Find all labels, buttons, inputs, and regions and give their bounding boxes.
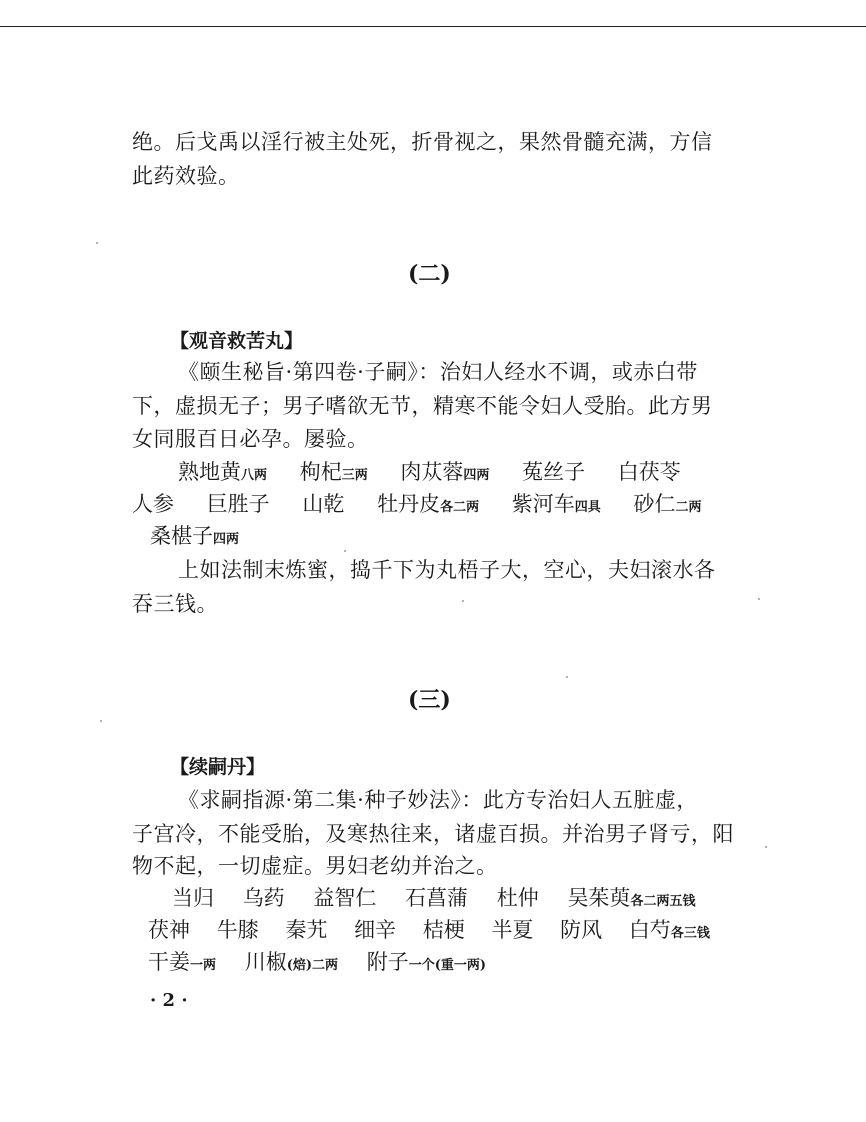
- herb-name: 秦艽: [285, 918, 328, 942]
- herb-list-row: [178, 458, 681, 490]
- herb-name: 人参: [132, 492, 174, 516]
- herb-name: 当归: [172, 886, 214, 910]
- herb-name: 肉苁蓉: [400, 460, 464, 484]
- herb-list-row: [148, 948, 486, 980]
- herb-name: 菟丝子: [522, 460, 586, 484]
- body-text-line: 《颐生秘旨·第四卷·子嗣》：治妇人经水不调，或赤白带: [178, 360, 698, 384]
- herb-list-row: [132, 490, 701, 522]
- herb-item: [313, 884, 376, 916]
- section-heading: (三): [408, 687, 451, 713]
- herb-item: [150, 522, 239, 554]
- herb-item: [178, 458, 267, 490]
- herb-dose: 四两: [463, 468, 490, 483]
- herb-name: 巨胜子: [206, 492, 270, 516]
- body-text-line: 子宫冷，不能受胎，及寒热往来，诸虚百损。并治男子肾亏，阳: [132, 822, 734, 846]
- herb-item: [245, 948, 338, 980]
- herb-item: [567, 884, 695, 916]
- herb-name: 牛膝: [216, 918, 259, 942]
- herb-dose: 各三钱: [670, 926, 710, 941]
- body-text-line: 吞三钱。: [132, 592, 218, 616]
- herb-name: 石菖蒲: [405, 886, 469, 910]
- scan-speck: [100, 720, 102, 722]
- herb-item: [497, 884, 539, 916]
- scan-speck: [758, 598, 760, 600]
- herb-name: 益智仁: [313, 886, 377, 910]
- body-text-line: 物不起，一切虚症。男妇老幼并治之。: [132, 854, 498, 878]
- body-text-line: 《求嗣指源·第二集·种子妙法》：此方专治妇人五脏虚，: [178, 788, 698, 812]
- body-text-line: 此药效验。: [132, 164, 240, 188]
- herb-item: [243, 884, 285, 916]
- herb-name: 桑椹子: [150, 524, 213, 548]
- scan-speck: [96, 242, 98, 244]
- herb-item: [522, 458, 585, 490]
- herb-item: [629, 916, 710, 948]
- herb-name: 半夏: [491, 918, 534, 942]
- herb-name: 防风: [560, 918, 603, 942]
- herb-item: [367, 948, 486, 980]
- herb-dose: 一两: [190, 958, 217, 973]
- herb-item: [285, 916, 327, 948]
- herb-name: 白芍: [628, 918, 671, 942]
- herb-dose: 四两: [213, 532, 240, 547]
- herb-item: [512, 490, 601, 522]
- herb-name: 干姜: [148, 950, 190, 974]
- herb-dose: 八两: [241, 468, 268, 483]
- herb-name: 茯神: [148, 918, 190, 942]
- herb-dose: (焙)二两: [286, 958, 339, 973]
- herb-item: [618, 458, 681, 490]
- herb-item: [491, 916, 533, 948]
- recipe-title: 【续嗣丹】: [170, 756, 266, 778]
- herb-name: 桔梗: [422, 918, 465, 942]
- herb-name: 乌药: [242, 886, 285, 910]
- scan-speck: [462, 600, 464, 602]
- recipe-title: 【观音救苦丸】: [170, 330, 304, 352]
- herb-name: 白茯苓: [617, 460, 681, 484]
- herb-item: [217, 916, 259, 948]
- herb-item: [172, 884, 214, 916]
- scan-speck: [765, 846, 767, 848]
- herb-name: 砂仁: [633, 492, 676, 516]
- herb-item: [423, 916, 465, 948]
- scan-speck: [566, 676, 568, 678]
- herb-item: [560, 916, 602, 948]
- herb-name: 熟地黄: [178, 460, 241, 484]
- herb-dose: 二两: [675, 500, 702, 515]
- herb-dose: 各二两五钱: [630, 894, 696, 909]
- herb-list-row: [150, 522, 239, 554]
- herb-item: [377, 490, 479, 522]
- herb-list-row: [148, 916, 710, 948]
- herb-item: [633, 490, 701, 522]
- body-text-line: 下，虚损无子；男子嗜欲无节，精寒不能令妇人受胎。此方男: [132, 394, 713, 418]
- herb-dose: 各二两: [440, 500, 480, 515]
- herb-item: [300, 458, 368, 490]
- herb-name: 紫河车: [511, 492, 575, 516]
- herb-dose: 四具: [574, 500, 601, 515]
- herb-name: 附子: [366, 950, 409, 974]
- herb-item: [302, 490, 344, 522]
- herb-dose: 一个(重一两): [408, 958, 487, 973]
- herb-item: [132, 490, 174, 522]
- herb-name: 川椒: [244, 950, 287, 974]
- header-rule: [0, 26, 866, 27]
- herb-name: 枸杞: [299, 460, 342, 484]
- herb-item: [400, 458, 489, 490]
- herb-dose: 三两: [341, 468, 368, 483]
- page-number: · 2 ·: [150, 990, 188, 1011]
- scan-speck: [344, 550, 346, 552]
- herb-name: 牡丹皮: [377, 492, 441, 516]
- herb-name: 吴茱萸: [567, 886, 631, 910]
- herb-item: [405, 884, 468, 916]
- body-text-line: 绝。后戈禹以淫行被主处死，折骨视之，果然骨髓充满，方信: [132, 130, 713, 154]
- body-text-line: 女同服百日必孕。屡验。: [132, 427, 369, 451]
- section-heading: (二): [408, 261, 451, 287]
- herb-item: [148, 948, 216, 980]
- body-text-line: 上如法制末炼蜜，捣千下为丸梧子大，空心，夫妇滚水各: [178, 558, 716, 582]
- herb-name: 细辛: [354, 918, 397, 942]
- herb-name: 杜仲: [496, 886, 539, 910]
- herb-item: [207, 490, 270, 522]
- herb-item: [148, 916, 190, 948]
- herb-list-row: [172, 884, 695, 916]
- herb-name: 山乾: [302, 492, 345, 516]
- herb-item: [354, 916, 396, 948]
